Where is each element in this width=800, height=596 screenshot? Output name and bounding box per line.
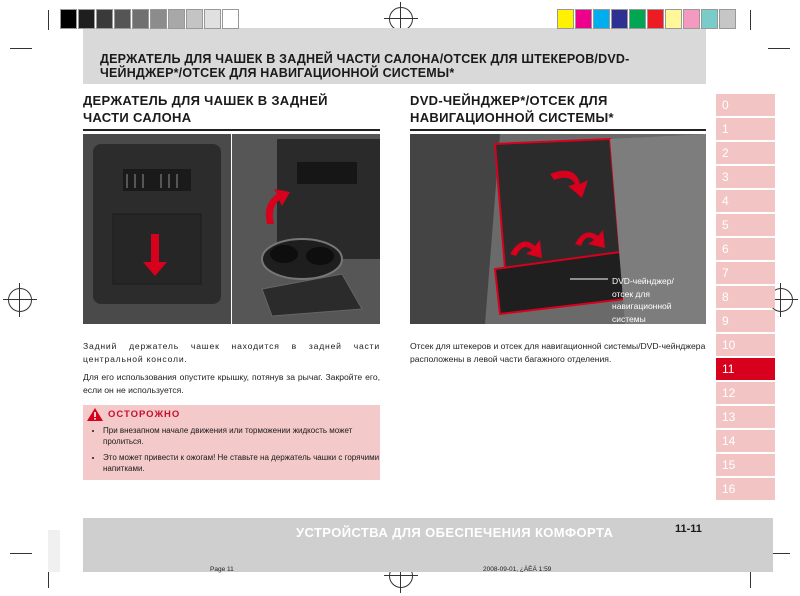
caution-item: • Это может привести к ожогам! Не ставьте на держатель чашки с горячими напитками. xyxy=(103,452,393,474)
cupholder-paragraph-1: Задний держатель чашек находится в задней части центральной консоли. xyxy=(83,341,380,364)
chapter-tab-13[interactable]: 13 xyxy=(716,406,775,428)
header-line-2: ЧЕЙНДЖЕР*/ОТСЕК ДЛЯ НАВИГАЦИОННОЙ СИСТЕМЫ* xyxy=(100,66,455,80)
cupholder-title-line-2: ЧАСТИ САЛОНА xyxy=(83,110,192,125)
footer-left-accent xyxy=(48,530,60,572)
color-swatch xyxy=(611,9,628,29)
cupholder-photo-closed xyxy=(83,134,231,324)
chapter-tab-6[interactable]: 6 xyxy=(716,238,775,260)
section-divider xyxy=(410,129,706,131)
gray-swatch xyxy=(204,9,221,29)
gray-swatch xyxy=(186,9,203,29)
crop-mark xyxy=(750,10,751,30)
chapter-tab-2[interactable]: 2 xyxy=(716,142,775,164)
chapter-tab-8[interactable]: 8 xyxy=(716,286,775,308)
crop-mark xyxy=(10,48,32,49)
color-swatch xyxy=(629,9,646,29)
chapter-tab-5[interactable]: 5 xyxy=(716,214,775,236)
gray-swatch xyxy=(132,9,149,29)
crop-mark xyxy=(768,48,790,49)
header-line-1: ДЕРЖАТЕЛЬ ДЛЯ ЧАШЕК В ЗАДНЕЙ ЧАСТИ САЛОНА/ОТСЕК ДЛЯ ШТЕКЕРОВ/DVD- xyxy=(100,52,630,66)
chapter-tab-15[interactable]: 15 xyxy=(716,454,775,476)
dvd-description: Отсек для штекеров и отсек для навигационной системы/DVD-чейнджера расположены в левой части багажного отделения. xyxy=(410,341,706,364)
chapter-tab-9[interactable]: 9 xyxy=(716,310,775,332)
gray-swatch xyxy=(78,9,95,29)
dvd-title-line-2: НАВИГАЦИОННОЙ СИСТЕМЫ* xyxy=(410,110,614,125)
color-swatch xyxy=(701,9,718,29)
slug-timestamp: 2008-09-01, ¿ÀÈÄ 1:59 xyxy=(483,566,552,573)
chapter-tab-10[interactable]: 10 xyxy=(716,334,775,356)
color-swatch xyxy=(719,9,736,29)
caution-list xyxy=(88,425,393,479)
color-swatch xyxy=(665,9,682,29)
gray-swatch xyxy=(222,9,239,29)
page-header-title xyxy=(100,52,700,80)
color-swatch xyxy=(593,9,610,29)
chapter-tabs xyxy=(716,94,775,502)
crop-mark xyxy=(48,10,49,30)
chapter-tab-7[interactable]: 7 xyxy=(716,262,775,284)
color-swatch xyxy=(557,9,574,29)
color-swatch xyxy=(647,9,664,29)
color-swatch xyxy=(575,9,592,29)
caution-item: • При внезапном начале движения или торможении жидкость может пролиться. xyxy=(103,425,393,447)
dvd-callout-label: DVD-чейнджер/ отсек для навигационной системы xyxy=(612,276,674,324)
gray-swatch xyxy=(114,9,131,29)
chapter-tab-4[interactable]: 4 xyxy=(716,190,775,212)
chapter-tab-1[interactable]: 1 xyxy=(716,118,775,140)
gray-swatch xyxy=(150,9,167,29)
page-number: 11-11 xyxy=(675,523,702,535)
cupholder-photo-open xyxy=(232,134,380,324)
cupholder-paragraph-2: Для его использования опустите крышку, потянув за рычаг. Закройте его, если он не используется. xyxy=(83,372,380,395)
gray-swatch xyxy=(168,9,185,29)
cupholder-description xyxy=(83,340,380,397)
cupholder-section-title xyxy=(83,92,380,126)
dvd-section-title xyxy=(410,92,706,126)
gray-swatch xyxy=(60,9,77,29)
chapter-tab-12[interactable]: 12 xyxy=(716,382,775,404)
section-divider xyxy=(83,129,380,131)
gray-swatch xyxy=(96,9,113,29)
caution-heading: ОСТОРОЖНО xyxy=(108,409,181,420)
slug-page-label: Page 11 xyxy=(210,566,234,573)
color-swatch xyxy=(683,9,700,29)
chapter-tab-0[interactable]: 0 xyxy=(716,94,775,116)
cupholder-title-line-1: ДЕРЖАТЕЛЬ ДЛЯ ЧАШЕК В ЗАДНЕЙ xyxy=(83,93,328,108)
chapter-tab-11[interactable]: 11 xyxy=(716,358,775,380)
chapter-tab-16[interactable]: 16 xyxy=(716,478,775,500)
chapter-tab-3[interactable]: 3 xyxy=(716,166,775,188)
crop-mark xyxy=(10,553,32,554)
footer-section-title: УСТРОЙСТВА ДЛЯ ОБЕСПЕЧЕНИЯ КОМФОРТА xyxy=(296,525,614,540)
registration-mark-left-icon xyxy=(8,288,32,312)
chapter-tab-14[interactable]: 14 xyxy=(716,430,775,452)
warning-triangle-icon xyxy=(86,407,104,422)
dvd-title-line-1: DVD-ЧЕЙНДЖЕР*/ОТСЕК ДЛЯ xyxy=(410,93,608,108)
